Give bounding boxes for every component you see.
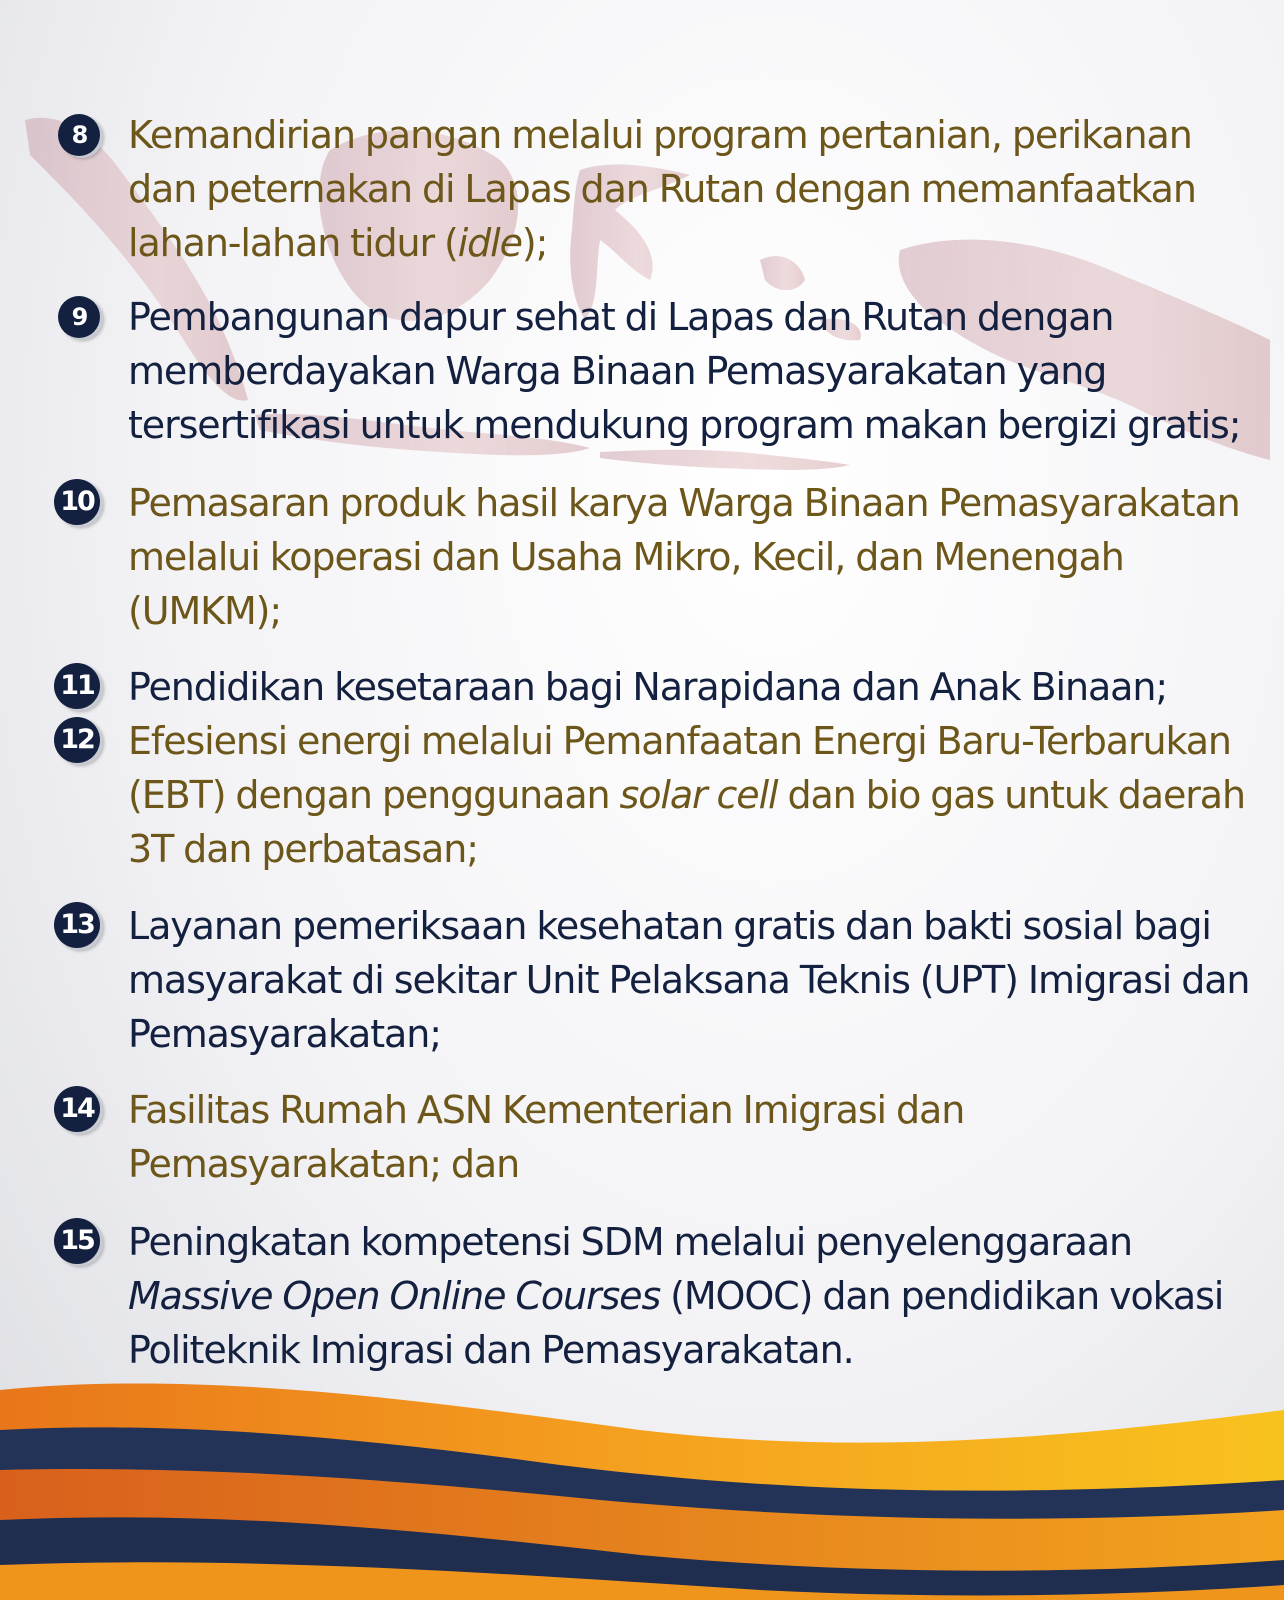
number-badge-9: 9 <box>58 296 100 338</box>
number-badge-12: 12 <box>54 717 100 763</box>
item-15-text: Peningkatan kompetensi SDM melalui penyelenggaraan <box>128 1220 1133 1264</box>
list-item-11: Pendidikan kesetaraan bagi Narapidana dan Anak Binaan; <box>128 665 1168 709</box>
list-item-9: Pembangunan dapur sehat di Lapas dan Rutan dengan memberdayakan Warga Binaan Pemasyarakatan yang tersertifikasi untuk mendukung program makan bergizi gratis; <box>128 295 1241 447</box>
list-item-10: Pemasaran produk hasil karya Warga Binaan Pemasyarakatan melalui koperasi dan Usaha Mikro, Kecil, dan Menengah (UMKM); <box>128 481 1240 633</box>
number-badge-11: 11 <box>54 663 100 709</box>
number-badge-10: 10 <box>54 479 100 525</box>
item-12-text: Efesiensi energi melalui Pemanfaatan Energi Baru-Terbarukan (EBT) dengan penggunaan <box>128 719 1231 817</box>
list-item-12 <box>128 714 1258 876</box>
item-12-text-end: dan bio gas untuk daerah 3T dan perbatasan; <box>128 773 1245 871</box>
item-8-text-end: ); <box>521 221 548 265</box>
item-8-emphasis: idle <box>457 221 522 265</box>
item-8-text: Kemandirian pangan melalui program pertanian, perikanan dan peternakan di Lapas dan Rutan dengan memanfaatkan lahan-lahan tidur ( <box>128 113 1196 265</box>
list-item-14: Fasilitas Rumah ASN Kementerian Imigrasi dan Pemasyarakatan; dan <box>128 1088 965 1186</box>
number-badge-8: 8 <box>58 114 100 156</box>
item-15-text-end: (MOOC) dan pendidikan vokasi Politeknik Imigrasi dan Pemasyarakatan. <box>128 1274 1224 1372</box>
number-badge-13: 13 <box>54 902 100 948</box>
list-item-13: Layanan pemeriksaan kesehatan gratis dan bakti sosial bagi masyarakat di sekitar Unit Pelaksana Teknis (UPT) Imigrasi dan Pemasyarakatan; <box>128 904 1250 1056</box>
list-item-8 <box>128 108 1258 270</box>
list-item-15 <box>128 1215 1258 1377</box>
item-15-emphasis: Massive Open Online Courses <box>128 1274 661 1318</box>
number-badge-14: 14 <box>54 1086 100 1132</box>
item-12-emphasis: solar cell <box>619 773 778 817</box>
number-badge-15: 15 <box>54 1218 100 1264</box>
